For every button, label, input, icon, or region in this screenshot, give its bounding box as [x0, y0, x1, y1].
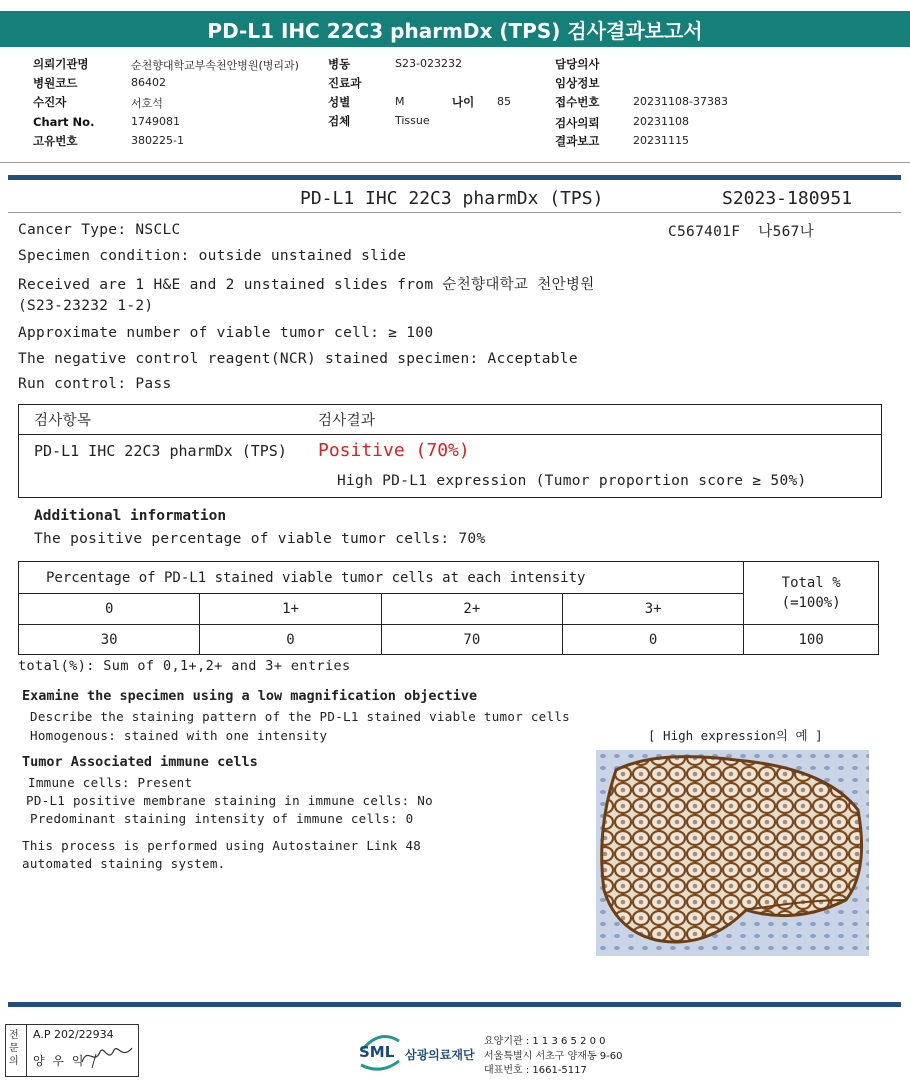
intensity-value: 0: [562, 625, 743, 655]
examine-heading: Examine the specimen using a low magnification objective: [22, 688, 478, 704]
logo-text: SML: [359, 1043, 395, 1061]
divider: [0, 162, 910, 163]
info-label: 결과보고: [555, 134, 600, 148]
report-title: PD-L1 IHC 22C3 pharmDx (TPS) 검사결과보고서: [0, 11, 910, 47]
result-interpretation: High PD-L1 expression (Tumor proportion score ≥ 50%): [337, 473, 807, 489]
info-label: 수진자: [33, 95, 67, 109]
example-caption: [ High expression의 예 ]: [648, 728, 823, 743]
total-label: Total %: [781, 575, 841, 591]
info-value: 1749081: [131, 115, 180, 128]
info-value: M: [395, 95, 405, 108]
info-label: 진료과: [328, 76, 362, 90]
info-label: 검사의뢰: [555, 116, 600, 130]
examine-line: Homogenous: stained with one intensity: [30, 728, 328, 743]
intensity-level: 2+: [381, 594, 562, 625]
info-label: 병동: [328, 57, 351, 71]
total-header: [744, 562, 879, 625]
intensity-level: 3+: [562, 594, 743, 625]
report-line: Approximate number of viable tumor cell: ≥ 100: [18, 325, 434, 341]
ihc-stain-illustration: [596, 750, 869, 956]
result-item: PD-L1 IHC 22C3 pharmDx (TPS): [34, 442, 287, 460]
patient-info: [0, 52, 910, 152]
examine-line: Describe the staining pattern of the PD-L1 stained viable tumor cells: [30, 709, 570, 724]
result-col-item: 검사항목: [34, 413, 92, 429]
intensity-table: [18, 561, 879, 655]
report-line: The negative control reagent(NCR) stained specimen: Acceptable: [18, 351, 578, 367]
intensity-level: 0: [19, 594, 200, 625]
org-logo: [357, 1031, 403, 1071]
immune-heading: Tumor Associated immune cells: [22, 754, 258, 770]
divider: [26, 1024, 27, 1077]
org-name: 삼광의료재단: [405, 1048, 475, 1062]
result-positive: Positive (70%): [318, 440, 470, 461]
info-label: 병원코드: [33, 76, 78, 90]
immune-line: Predominant staining intensity of immune cells: 0: [30, 811, 414, 826]
info-label: 성별: [328, 95, 351, 109]
info-label: 임상정보: [555, 76, 600, 90]
immune-line: Immune cells: Present: [28, 775, 193, 790]
report-line: Received are 1 H&E and 2 unstained slides from 순천향대학교 천안병원: [18, 277, 595, 293]
signature-image: [78, 1040, 136, 1070]
divider: [8, 1002, 901, 1007]
doctor-name: 양 우 익: [33, 1054, 86, 1068]
info-label: Chart No.: [33, 115, 95, 129]
total-value: 100: [744, 625, 879, 655]
process-line: This process is performed using Autostainer Link 48: [22, 838, 422, 853]
ihc-stain-image: [596, 750, 869, 956]
info-label: 접수번호: [555, 95, 600, 109]
info-label: 담당의사: [555, 57, 600, 71]
info-value: 순천향대학교부속천안병원(병리과): [131, 59, 299, 72]
additional-text: The positive percentage of viable tumor cells: 70%: [34, 531, 486, 547]
divider: [8, 212, 901, 213]
intensity-value: 70: [381, 625, 562, 655]
report-number: S2023-180951: [722, 188, 853, 209]
info-label: 나이: [452, 95, 475, 109]
info-value: 380225-1: [131, 134, 184, 147]
table-note: total(%): Sum of 0,1+,2+ and 3+ entries: [18, 658, 351, 674]
info-value: S23-023232: [395, 57, 462, 70]
divider: [8, 175, 901, 180]
institution-number: 요양기관 : 1 1 3 6 5 2 0 0: [484, 1036, 606, 1047]
info-value: 20231108-37383: [633, 95, 728, 108]
additional-heading: Additional information: [34, 508, 227, 524]
info-value: 서호석: [131, 97, 163, 110]
report-line: Specimen condition: outside unstained slide: [18, 248, 407, 264]
report-line: Run control: Pass: [18, 376, 172, 392]
result-col-result: 검사결과: [318, 413, 376, 429]
cancer-type: Cancer Type: NSCLC: [18, 222, 181, 238]
test-name-heading: PD-L1 IHC 22C3 pharmDx (TPS): [300, 188, 604, 209]
report-line: (S23-23232 1-2): [18, 298, 154, 314]
specimen-codes: C567401F 나567나: [668, 224, 815, 240]
info-label: 검체: [328, 114, 351, 128]
intensity-value: 30: [19, 625, 200, 655]
total-label: (=100%): [781, 595, 841, 611]
info-value: 20231115: [633, 134, 689, 147]
ap-number: A.P 202/22934: [33, 1028, 114, 1041]
info-value: Tissue: [395, 114, 430, 127]
info-value: 86402: [131, 76, 166, 89]
info-value: 85: [497, 95, 511, 108]
divider: [18, 434, 882, 435]
info-value: 20231108: [633, 115, 689, 128]
stamp-label: 전문의: [9, 1030, 19, 1067]
org-address: 서울특별시 서초구 양재동 9-60: [484, 1051, 623, 1062]
info-label: 고유번호: [33, 134, 78, 148]
info-label: 의뢰기관명: [33, 57, 89, 71]
intensity-header: Percentage of PD-L1 stained viable tumor cells at each intensity: [19, 562, 744, 594]
process-line: automated staining system.: [22, 856, 226, 871]
intensity-value: 0: [200, 625, 381, 655]
intensity-level: 1+: [200, 594, 381, 625]
org-phone: 대표번호 : 1661-5117: [484, 1065, 587, 1076]
immune-line: PD-L1 positive membrane staining in immune cells: No: [26, 793, 433, 808]
